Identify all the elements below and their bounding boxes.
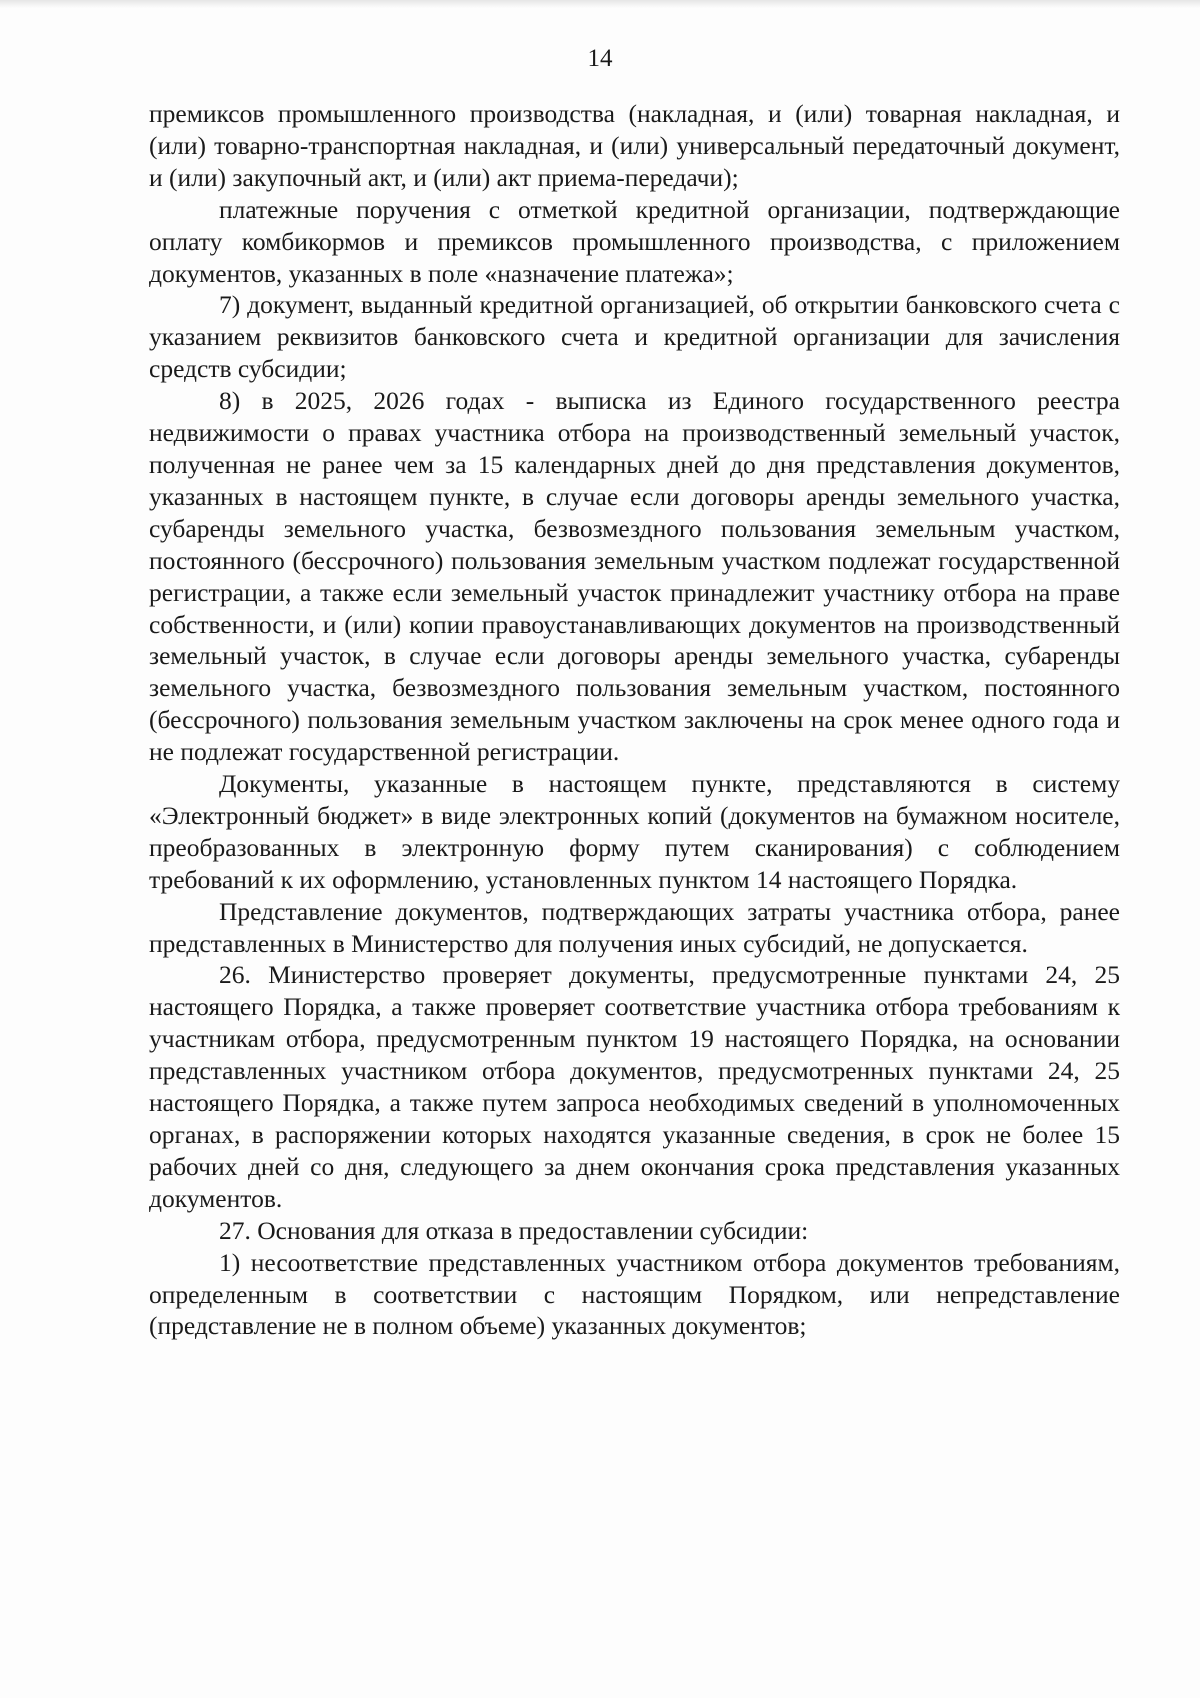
document-body (149, 98, 1120, 1342)
paragraph-clause-27-item-1: 1) несоответствие представленных участником отбора документов требованиям, определенным в соответствии с настоящим Порядком, или непредставление (представление не в полном объеме) указанных документов; (149, 1247, 1120, 1341)
paragraph-electronic-budget: Документы, указанные в настоящем пункте, представляются в систему «Электронный бюджет» в виде электронных копий (документов на бумажном носителе, преобразованных в электронную форму путем сканирования) с соблюдением требований к их оформлению, установленных пунктом 14 настоящего Порядка. (149, 769, 1120, 894)
paragraph-clause-26: 26. Министерство проверяет документы, предусмотренные пунктами 24, 25 настоящего Порядка, а также проверяет соответствие участника отбора требованиям к участникам отбора, предусмотренным пунктом 19 настоящего Порядка, на основании представленных участником отбора документов, предусмотренных пунктами 24, 25 настоящего Порядка, а также путем запроса необходимых сведений в уполномоченных органах, в распоряжении которых находятся указанные сведения, в срок не более 15 рабочих дней со дня, следующего за днем окончания срока представления указанных документов. (149, 960, 1120, 1213)
paragraph-payment-orders: платежные поручения с отметкой кредитной организации, подтверждающие оплату комбикормов и премиксов промышленного производства, с приложением документов, указанных в поле «назначение платежа»; (149, 194, 1120, 288)
paragraph-item-8-registry-extract: 8) в 2025, 2026 годах - выписка из Единого государственного реестра недвижимости о правах участника отбора на производственный земельный участок, полученная не ранее чем за 15 календарных дней до дня представления документов, указанных в настоящем пункте, в случае если договоры аренды земельного участка, субаренды земельного участка, безвозмездного пользования земельным участком, постоянного (бессрочного) пользования земельным участком подлежат государственной регистрации, а также если земельный участок принадлежит участнику отбора на праве собственности, и (или) копии правоустанавливающих документов на производственный земельный участок, в случае если договоры аренды земельного участка, субаренды земельного участка, безвозмездного пользования земельным участком, постоянного (бессрочного) пользования земельным участком заключены на срок менее одного года и не подлежат государственной регистрации. (149, 386, 1120, 767)
paragraph-no-resubmission: Представление документов, подтверждающих затраты участника отбора, ранее представленных в Министерство для получения иных субсидий, не допускается. (149, 896, 1120, 958)
paragraph-item-7-bank-account: 7) документ, выданный кредитной организацией, об открытии банковского счета с указанием реквизитов банковского счета и кредитной организации для зачисления средств субсидии; (149, 290, 1120, 384)
paragraph-clause-27-heading: 27. Основания для отказа в предоставлении субсидии: (219, 1215, 809, 1245)
page-number: 14 (587, 45, 613, 72)
paragraph-premixes-invoices: премиксов промышленного производства (накладная, и (или) товарная накладная, и (или) товарно-транспортная накладная, и (или) универсальный передаточный документ, и (или) закупочный акт, и (или) акт приема-передачи); (149, 99, 1120, 192)
scan-top-edge (0, 0, 1200, 8)
